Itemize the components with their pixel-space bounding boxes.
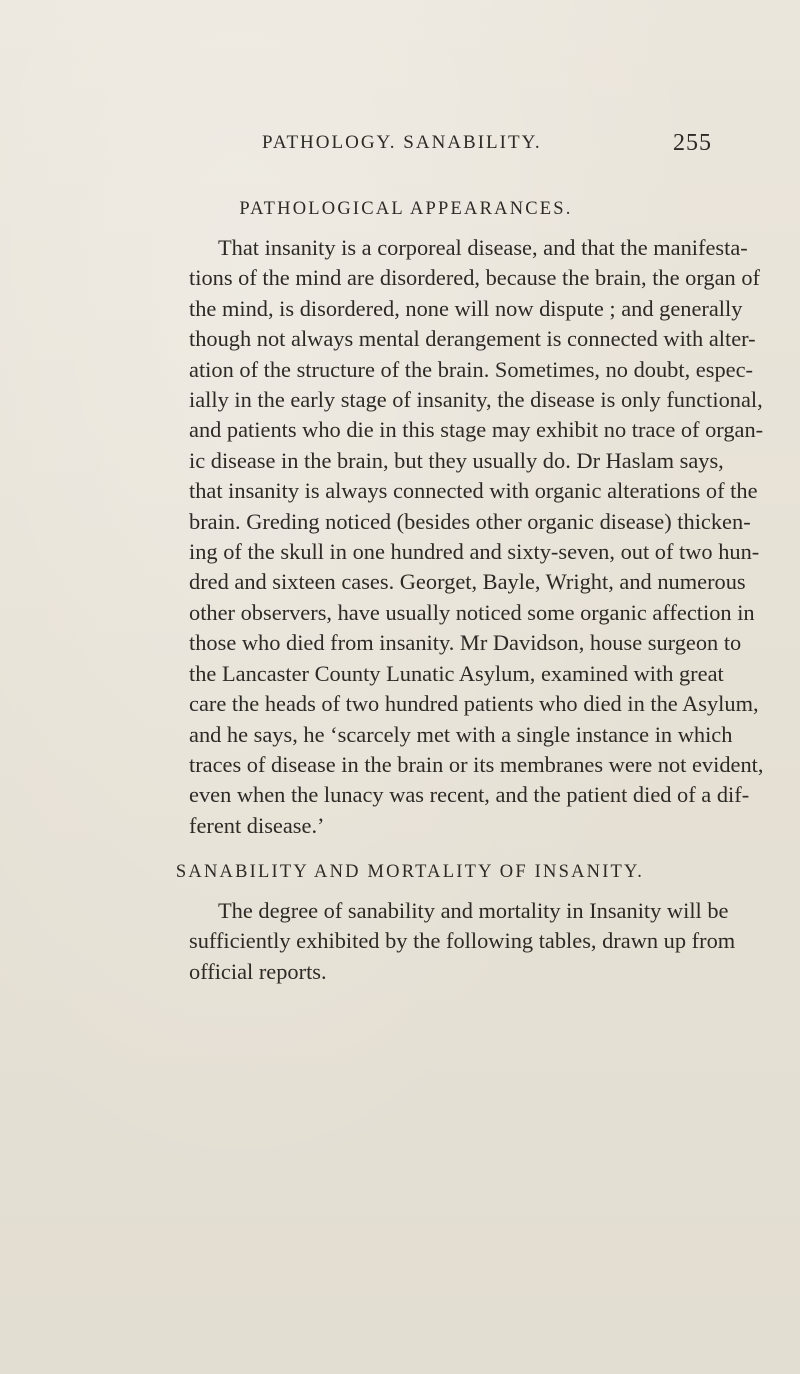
text-line: that insanity is always connected with organic alterations of the xyxy=(189,478,758,504)
text-line: ing of the skull in one hundred and sixty-seven, out of two hun- xyxy=(189,539,760,565)
text-line: even when the lunacy was recent, and the patient died of a dif- xyxy=(189,782,750,808)
paragraph-sanability-mortality xyxy=(189,896,736,987)
text-line: ic disease in the brain, but they usually do. Dr Haslam says, xyxy=(189,447,724,473)
text-line: the mind, is disordered, none will now dispute ; and generally xyxy=(189,295,743,321)
page-number: 255 xyxy=(673,130,712,156)
paragraph-pathological-appearances xyxy=(189,233,764,841)
text-line: though not always mental derangement is connected with alter- xyxy=(189,326,756,352)
text-line: the Lancaster County Lunatic Asylum, examined with great xyxy=(189,660,724,686)
section-heading-pathological-appearances: PATHOLOGICAL APPEARANCES. xyxy=(239,199,573,219)
section-heading-sanability-mortality: SANABILITY AND MORTALITY OF INSANITY. xyxy=(175,862,645,882)
text-line: sufficiently exhibited by the following tables, drawn up from xyxy=(189,928,736,954)
text-line: tions of the mind are disordered, because the brain, the organ of xyxy=(189,265,760,291)
text-line: That insanity is a corporeal disease, and that the manifesta- xyxy=(218,235,748,260)
text-line: dred and sixteen cases. Georget, Bayle, Wright, and numerous xyxy=(189,569,746,595)
text-line: brain. Greding noticed (besides other organic disease) thicken- xyxy=(189,508,751,534)
text-line: other observers, have usually noticed some organic affection in xyxy=(189,599,755,625)
running-head xyxy=(262,132,712,162)
text-line: ferent disease.’ xyxy=(189,812,325,838)
text-line: care the heads of two hundred patients who died in the Asylum, xyxy=(189,691,759,717)
text-line: official reports. xyxy=(189,958,327,984)
text-line: those who died from insanity. Mr Davidson, house surgeon to xyxy=(189,630,742,656)
text-line: ation of the structure of the brain. Sometimes, no doubt, espec- xyxy=(189,356,753,382)
text-line: The degree of sanability and mortality in Insanity will be xyxy=(218,898,729,923)
running-head-title: PATHOLOGY. SANABILITY. xyxy=(262,132,542,153)
text-line: and patients who die in this stage may exhibit no trace of organ- xyxy=(189,417,764,443)
text-line: and he says, he ‘scarcely met with a single instance in which xyxy=(189,721,733,747)
text-line: traces of disease in the brain or its membranes were not evident, xyxy=(189,751,764,777)
text-line: ially in the early stage of insanity, the disease is only functional, xyxy=(189,387,763,413)
